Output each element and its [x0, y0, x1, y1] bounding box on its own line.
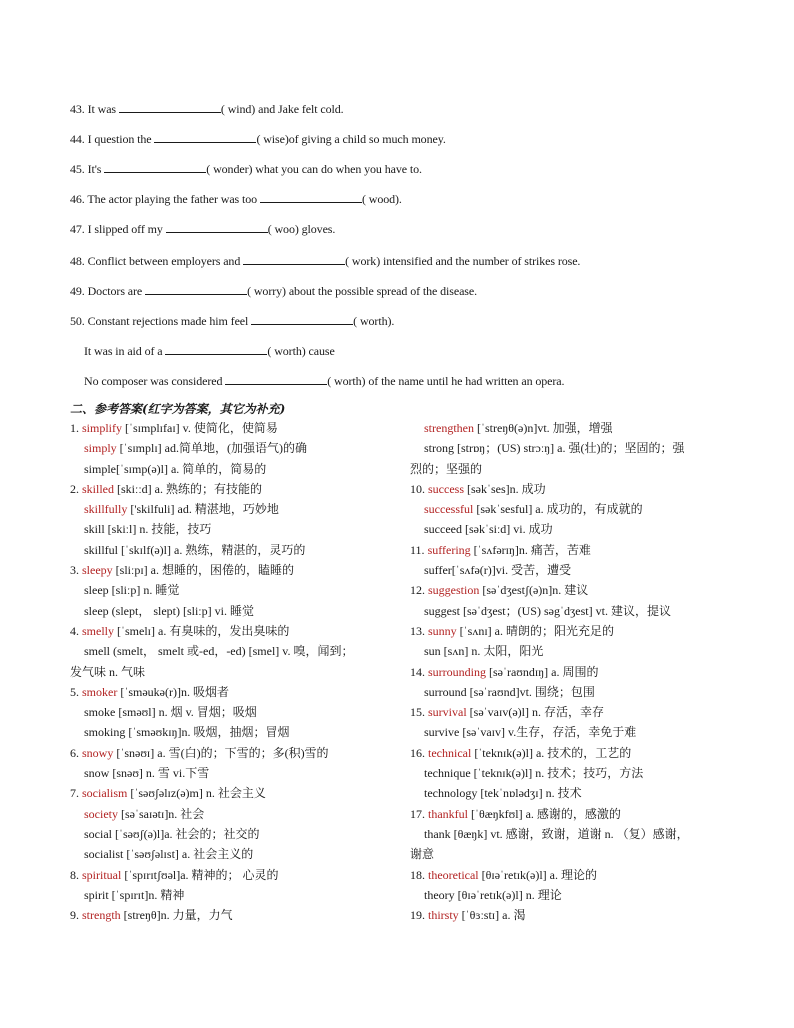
question-text: cause [305, 344, 335, 358]
answer-line [410, 804, 728, 824]
answer-word: success [428, 481, 464, 496]
answer-word: skilled [82, 481, 114, 496]
answer-blank[interactable] [104, 162, 206, 173]
word-definition: [ˈθæŋkfʊl] a. 感谢的，感激的 [468, 806, 621, 821]
word-hint: ( wonder) what you can do when you have to. [206, 162, 422, 176]
answer-line [410, 621, 728, 641]
answer-line [70, 621, 400, 641]
question-line [70, 284, 477, 299]
answer-line [410, 824, 728, 844]
answer-line [410, 722, 728, 742]
answer-blank[interactable] [166, 222, 268, 233]
related-word: suffer [424, 563, 452, 578]
question-line [70, 222, 335, 237]
answer-word: spiritual [82, 867, 122, 882]
answer-word: thirsty [428, 908, 459, 923]
question-text: It's [87, 162, 105, 176]
answer-number: 1. [70, 421, 82, 435]
word-definition: [skiːl] n. 技能，技巧 [104, 522, 212, 537]
word-definition: [ˈsʌfərɪŋ]n. 痛苦，苦难 [470, 542, 591, 557]
question-line [70, 102, 344, 117]
answer-line [70, 540, 400, 560]
answer-line [70, 519, 400, 539]
answer-line [410, 743, 728, 763]
answer-line [70, 662, 400, 682]
answer-word: theoretical [428, 867, 479, 882]
answer-line [70, 824, 400, 844]
related-word: socialist [84, 847, 124, 862]
answer-word: technical [428, 745, 472, 760]
answer-line [410, 438, 728, 458]
question-text: intensified and the number of strikes rose. [380, 254, 581, 268]
related-word: technology [424, 786, 478, 801]
answer-word: suggestion [428, 583, 480, 598]
word-definition: [θɪəˈretɪk(ə)l] n. 理论 [454, 887, 562, 902]
related-word: skillful [84, 542, 119, 557]
word-definition: ['skilfuli] ad. 精湛地，巧妙地 [127, 502, 279, 517]
related-word: snow [84, 766, 110, 781]
question-number: 50. [70, 314, 88, 328]
question-number: 43. [70, 102, 88, 116]
answer-word: surrounding [428, 664, 486, 679]
answer-line [70, 459, 400, 479]
question-number: 46. [70, 192, 88, 206]
related-word: thank [424, 826, 451, 841]
answer-blank[interactable] [243, 254, 345, 265]
answer-line [410, 905, 728, 925]
word-hint: ( worth) [327, 374, 366, 388]
answer-number: 13. [410, 623, 428, 638]
answer-word: suffering [427, 542, 471, 557]
answer-line [70, 804, 400, 824]
answer-line [70, 763, 400, 783]
related-word: surround [424, 684, 467, 699]
related-word: succeed [424, 522, 462, 537]
answer-line [410, 783, 728, 803]
answer-line [410, 641, 728, 661]
question-text: about the possible spread of the disease. [285, 284, 478, 298]
answer-line [410, 499, 728, 519]
related-word: smoking [84, 725, 126, 740]
answer-number: 7. [70, 786, 82, 801]
answer-blank[interactable] [154, 132, 256, 143]
question-text: The actor playing the father was too [87, 192, 260, 206]
word-definition: [ˈteknɪk(ə)l] a. 技术的，工艺的 [471, 745, 632, 760]
question-number: 48. [70, 254, 88, 268]
answer-line [70, 580, 400, 600]
answer-line [410, 459, 728, 479]
word-definition: [ˈsəʊʃəlɪz(ə)m] n. 社会主义 [127, 786, 266, 801]
question-text: of the name until he had written an opera. [365, 374, 565, 388]
word-definition: [səkˈsesful] a. 成功的，有成就的 [473, 502, 643, 517]
question-text: Constant rejections made him feel [87, 314, 252, 328]
word-definition: [sʌn] n. 太阳，阳光 [440, 644, 544, 659]
answer-word: society [84, 806, 118, 821]
word-definition: [ˈsmelɪ] a. 有臭味的，发出臭味的 [114, 623, 290, 638]
word-definition: 烈的；坚强的 [410, 461, 483, 476]
answer-word: survival [428, 705, 467, 720]
word-definition: [səˈraʊndɪŋ] a. 周围的 [486, 664, 599, 679]
answer-number: 16. [410, 745, 428, 760]
answer-number: 10. [410, 481, 428, 496]
word-definition: [ˈspɪrɪt]n. 精神 [108, 887, 185, 902]
word-definition: [ˈsɪmp(ə)l] a. 简单的，简易的 [116, 461, 267, 476]
word-hint: ( woo) gloves. [267, 222, 336, 236]
related-word: theory [424, 887, 455, 902]
answer-line [410, 519, 728, 539]
answer-blank[interactable] [165, 344, 267, 355]
answer-number: 12. [410, 583, 428, 598]
word-definition: [ˈspɪrɪtʃʊəl]a. 精神的； 心灵的 [121, 867, 279, 882]
word-definition: [sliːpɪ] a. 想睡的，困倦的，瞌睡的 [112, 563, 294, 578]
word-definition: [ˈsməukə(r)]n. 吸烟者 [117, 684, 229, 699]
answer-line [410, 763, 728, 783]
answer-line [410, 844, 728, 864]
answer-line [70, 499, 400, 519]
word-definition: [səˈdʒest；(US) səgˈdʒest] vt. 建议，提议 [460, 603, 671, 618]
word-definition: [ˈstreŋθ(ə)n]vt. 加强，增强 [474, 421, 613, 435]
word-definition: [səˈsaɪətɪ]n. 社会 [118, 806, 205, 821]
answer-line [70, 479, 400, 499]
word-definition: [səˈraʊnd]vt. 围绕；包围 [466, 684, 595, 699]
answer-line [70, 702, 400, 722]
answer-word: smoker [82, 684, 118, 699]
answer-number: 2. [70, 481, 82, 496]
answer-line [70, 885, 400, 905]
answer-blank[interactable] [225, 374, 327, 385]
section-title: 二、参考答案(红字为答案，其它为补充) [70, 402, 286, 416]
answer-line [410, 418, 728, 438]
answer-number: 3. [70, 563, 82, 578]
related-word: sun [424, 644, 441, 659]
related-word: strong [424, 441, 454, 456]
related-word: simple [84, 461, 116, 476]
word-definition: [ˈsɪmplɪ] ad.简单地，(加强语气)的确 [116, 441, 307, 456]
answer-word: smelly [82, 623, 114, 638]
word-definition: [ˈsnəʊɪ] a. 雪(白)的；下雪的；多(积)雪的 [113, 745, 329, 760]
question-line [70, 254, 580, 269]
answer-line [70, 844, 400, 864]
question-number: 44. [70, 132, 88, 146]
answer-line [410, 601, 728, 621]
answer-line [410, 702, 728, 722]
answer-number: 18. [410, 867, 428, 882]
question-text: Conflict between employers and [87, 254, 244, 268]
answer-column-right [410, 418, 728, 925]
question-text: I slipped off my [87, 222, 166, 236]
word-definition: [snəʊ] n. 雪 vi.下雪 [109, 766, 210, 781]
answer-line [70, 722, 400, 742]
question-text: I question the [87, 132, 155, 146]
related-word: skill [84, 522, 105, 537]
answer-number: 6. [70, 745, 82, 760]
answer-word: sleepy [82, 563, 113, 578]
word-definition: [ˈsməʊkɪŋ]n. 吸烟，抽烟；冒烟 [125, 725, 290, 740]
word-definition: [θɪəˈretɪk(ə)l] a. 理论的 [478, 867, 598, 882]
answer-word: simply [84, 441, 117, 456]
answer-line [410, 682, 728, 702]
related-word: smoke [84, 705, 116, 720]
word-definition: [sməʊl] n. 烟 v. 冒烟；吸烟 [115, 705, 257, 720]
word-hint: ( wood). [361, 192, 402, 206]
question-text: and Jake felt cold. [255, 102, 344, 116]
related-word: smell [84, 644, 110, 659]
answer-line [410, 540, 728, 560]
word-definition: [skiːːd] a. 熟练的；有技能的 [114, 481, 262, 496]
question-number: 45. [70, 162, 88, 176]
answer-word: skillfully [84, 502, 128, 517]
answer-word: thankful [428, 806, 468, 821]
answer-number: 5. [70, 684, 82, 699]
answer-line [70, 560, 400, 580]
question-text: Doctors are [87, 284, 146, 298]
related-word: suggest [424, 603, 460, 618]
answer-word: strengthen [424, 421, 474, 435]
related-word: technique [424, 766, 471, 781]
question-line [70, 314, 394, 329]
word-definition: [ˈsəʊʃ(ə)l]a. 社会的；社交的 [112, 826, 260, 841]
answer-line [70, 418, 400, 438]
word-definition: [strɒŋ；(US) strɔːŋ] a. 强(壮)的；坚固的；强 [454, 441, 685, 456]
answer-line [70, 783, 400, 803]
question-line [70, 162, 422, 177]
answer-column-left [70, 418, 400, 925]
answer-line [70, 682, 400, 702]
question-text: It was in aid of a [84, 344, 166, 358]
answer-word: simplify [82, 421, 123, 435]
word-hint: ( worry) [247, 284, 286, 298]
word-definition: [ˈsʌfə(r)]vi. 受苦，遭受 [451, 563, 572, 578]
question-line [84, 374, 564, 389]
answer-line [70, 865, 400, 885]
answer-line [70, 743, 400, 763]
answer-word: snowy [82, 745, 114, 760]
question-line [70, 132, 446, 147]
related-word: survive [424, 725, 460, 740]
word-definition: [ˈsʌnɪ] a. 晴朗的；阳光充足的 [456, 623, 614, 638]
question-text: No composer was considered [84, 374, 226, 388]
answer-blank[interactable] [251, 314, 353, 325]
word-hint: ( worth). [353, 314, 395, 328]
question-text: It was [87, 102, 119, 116]
answer-number: 15. [410, 705, 428, 720]
answer-line [410, 865, 728, 885]
word-definition: [ˈθɜːstɪ] a. 渴 [458, 908, 526, 923]
answer-number: 4. [70, 623, 82, 638]
answer-word: socialism [82, 786, 128, 801]
answer-blank[interactable] [145, 284, 247, 295]
word-definition: [θæŋk] vt. 感谢，致谢，道谢 n. （复）感谢， [450, 826, 689, 841]
answer-line [70, 601, 400, 621]
answer-number: 17. [410, 806, 428, 821]
answer-line [410, 885, 728, 905]
word-definition: [səˈdʒestʃ(ə)n]n. 建议 [479, 583, 589, 598]
word-hint: ( work) [345, 254, 381, 268]
word-definition: [səˈvaɪv] v.生存，存活，幸免于难 [459, 725, 637, 740]
question-number: 47. [70, 222, 88, 236]
answer-line [410, 479, 728, 499]
answer-number: 8. [70, 867, 82, 882]
question-number: 49. [70, 284, 88, 298]
answer-word: strength [82, 908, 121, 923]
related-word: spirit [84, 887, 109, 902]
question-line [70, 192, 402, 207]
answer-number: 19. [410, 908, 428, 923]
answer-line [70, 641, 400, 661]
word-definition: 谢意 [410, 847, 435, 862]
answer-word: sunny [428, 623, 457, 638]
related-word: sleep [84, 583, 109, 598]
related-word: social [84, 826, 112, 841]
question-line [84, 344, 335, 359]
word-definition: [ˈteknɪk(ə)l] n. 技术；技巧，方法 [470, 766, 644, 781]
word-definition: 发气味 n. 气味 [70, 664, 146, 679]
word-definition: [sliːp] n. 睡觉 [108, 583, 180, 598]
related-word: sleep [84, 603, 109, 618]
answer-blank[interactable] [260, 192, 362, 203]
word-definition: [ˈsɪmplɪfaɪ] v. 使简化，使简易 [122, 421, 278, 435]
word-definition: [tekˈnɒlədʒɪ] n. 技术 [477, 786, 582, 801]
word-hint: ( worth) [267, 344, 306, 358]
answer-number: 11. [410, 542, 428, 557]
word-definition: (smelt， smelt 或-ed，-ed) [smel] v. 嗅，闻到； [110, 644, 354, 659]
word-hint: ( wise)of giving a child so much money. [256, 132, 446, 146]
word-definition: [səˈvaɪv(ə)l] n. 存活，幸存 [466, 705, 604, 720]
word-hint: ( wind) [220, 102, 256, 116]
answer-line [410, 662, 728, 682]
answer-line [410, 580, 728, 600]
answer-number: 14. [410, 664, 428, 679]
word-definition: [səkˈses]n. 成功 [464, 481, 546, 496]
answer-word: successful [424, 502, 474, 517]
answer-line [70, 905, 400, 925]
answer-number: 9. [70, 908, 82, 923]
word-definition: [streŋθ]n. 力量，力气 [120, 908, 233, 923]
answer-blank[interactable] [119, 102, 221, 113]
word-definition: [ˈskɪlf(ə)l] a. 熟练，精湛的，灵巧的 [118, 542, 306, 557]
word-definition: [səkˈsiːd] vi. 成功 [461, 522, 553, 537]
answer-line [410, 560, 728, 580]
answer-line [70, 438, 400, 458]
word-definition: [ˈsəʊʃəlɪst] a. 社会主义的 [123, 847, 254, 862]
word-definition: (slept， slept) [sliːp] vi. 睡觉 [108, 603, 254, 618]
